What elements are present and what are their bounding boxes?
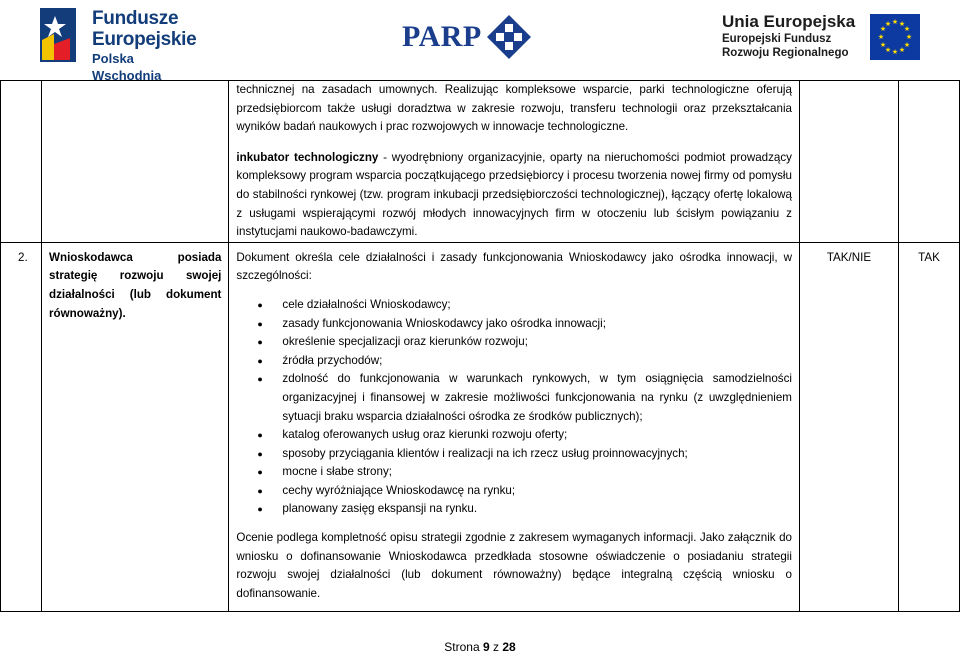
definition-inkubator: [236, 149, 792, 242]
svg-text:★: ★: [903, 41, 911, 49]
required-flag: TAK: [918, 250, 940, 264]
parp-diamond-icon: [486, 14, 532, 60]
table-row: [1, 81, 960, 243]
svg-text:★: ★: [905, 33, 913, 41]
page-header: [0, 0, 960, 83]
fe-logo-line3: Polska Wschodnia: [92, 51, 162, 83]
criteria-table: [0, 80, 960, 612]
fe-logo-text: [92, 8, 200, 84]
svg-text:★: ★: [898, 20, 906, 28]
criterion-intro: Dokument określa cele działalności i zasady funkcjonowania Wnioskodawcy jako ośrodka innowacji, w szczególności:: [236, 250, 792, 283]
footer-middle: z: [489, 640, 503, 654]
footer-prefix: Strona: [444, 640, 483, 654]
unia-europejska-logo: [722, 12, 922, 62]
page-footer: [0, 640, 960, 654]
list-item: ● cele działalności Wnioskodawcy;: [282, 296, 792, 315]
ue-logo-line3: Rozwoju Regionalnego: [722, 47, 849, 59]
ue-logo-line2: Europejski Fundusz: [722, 33, 832, 45]
current-page: 9: [482, 640, 490, 654]
list-item: ● planowany zasięg ekspansji na rynku.: [282, 500, 792, 519]
list-item: ● zdolność do funkcjonowania w warunkach rynkowych, w tym osiągnięcia samodzielności organizacyjnej i finansowej w zakresie możliwości funkcjonowania na rynku (z uwzględnieniem sytuacji braku wsparcia działalności ośrodka ze środków publicznych);: [282, 370, 792, 426]
list-item: ● katalog oferowanych usług oraz kierunki rozwoju oferty;: [282, 426, 792, 445]
list-item: ● mocne i słabe strony;: [282, 463, 792, 482]
criterion-closing: Ocenie podlega kompletność opisu strategii zgodnie z zakresem wymaganych informacji. Jako załącznik do wniosku o dofinansowanie Wnioskodawca przedkłada stosowne oświadczenie o posiadaniu strategii rozwoju swojej działalności (lub dokument równoważny) będące integralną częścią wniosku o dofinansowanie.: [236, 531, 792, 600]
row2-criterion-cell: [42, 242, 229, 612]
fe-logo-line1: Fundusze: [92, 8, 179, 29]
list-item: ● źródła przychodów;: [282, 352, 792, 371]
fe-star-icon: [40, 4, 80, 66]
eu-flag-icon: [870, 14, 920, 60]
criterion-name: Wnioskodawca posiada strategię rozwoju swojej działalności (lub dokument równoważny).: [49, 250, 222, 320]
definition-term: inkubator technologiczny: [236, 150, 379, 164]
svg-text:★: ★: [884, 20, 892, 28]
definition-text-continued: technicznej na zasadach umownych. Realizując kompleksowe wsparcie, parki technologiczne oferują przedsiębiorcom także usługi doradztwa w zakresie rozwoju, transferu technologii oraz przekształcania wyników badań naukowych i prac rozwojowych w innowacje technologiczne.: [236, 83, 792, 134]
row1-criterion-cell: [42, 81, 229, 243]
svg-text:★: ★: [891, 48, 899, 56]
row1-required-cell: [898, 81, 959, 243]
total-pages: 28: [502, 640, 516, 654]
parp-logo: [402, 14, 542, 60]
svg-text:★: ★: [898, 46, 906, 54]
criterion-number: 2.: [18, 250, 28, 264]
row1-number-cell: [1, 81, 42, 243]
list-item: ● sposoby przyciągania klientów i realizacji na ich rzecz usług proinnowacyjnych;: [282, 445, 792, 464]
svg-text:★: ★: [877, 33, 885, 41]
list-item: ● zasady funkcjonowania Wnioskodawcy jako ośrodka innowacji;: [282, 315, 792, 334]
ue-logo-text: [722, 12, 855, 60]
list-item: ● cechy wyróżniające Wnioskodawcę na rynku;: [282, 482, 792, 501]
fe-logo-line2: Europejskie: [92, 29, 197, 50]
table-row: [1, 242, 960, 612]
svg-text:★: ★: [879, 25, 887, 33]
fundusze-europejskie-logo: [40, 4, 200, 83]
ue-logo-line1: Unia Europejska: [722, 12, 856, 31]
row1-description-cell: [229, 81, 800, 243]
parp-logo-text: PARP: [402, 20, 482, 53]
definition-body: - wyodrębniony organizacyjnie, oparty na nieruchomości podmiot prowadzący kompleksowy program wsparcia początkującego przedsiębiorcy i procesu tworzenia nowej firmy od pomysłu do stabilności rynkowej (tzw. program inkubacji przedsiębiorczości technologicznej), łączący ofertę lokalową z usługami wspierającymi rozwój młodych innowacyjnych firm w otoczeniu lub ścisłym powiązaniu z instytucjami naukowo-badawczymi.: [236, 150, 792, 239]
svg-text:★: ★: [903, 25, 911, 33]
svg-text:★: ★: [879, 41, 887, 49]
evaluation-type: TAK/NIE: [826, 250, 872, 264]
row2-required-cell: [898, 242, 959, 612]
row2-number-cell: [1, 242, 42, 612]
criterion-list: [236, 296, 792, 519]
row2-eval-cell: [799, 242, 898, 612]
row1-eval-cell: [799, 81, 898, 243]
row2-description-cell: [229, 242, 800, 612]
svg-text:★: ★: [891, 18, 899, 26]
list-item: ● określenie specjalizacji oraz kierunków rozwoju;: [282, 333, 792, 352]
svg-text:★: ★: [884, 46, 892, 54]
